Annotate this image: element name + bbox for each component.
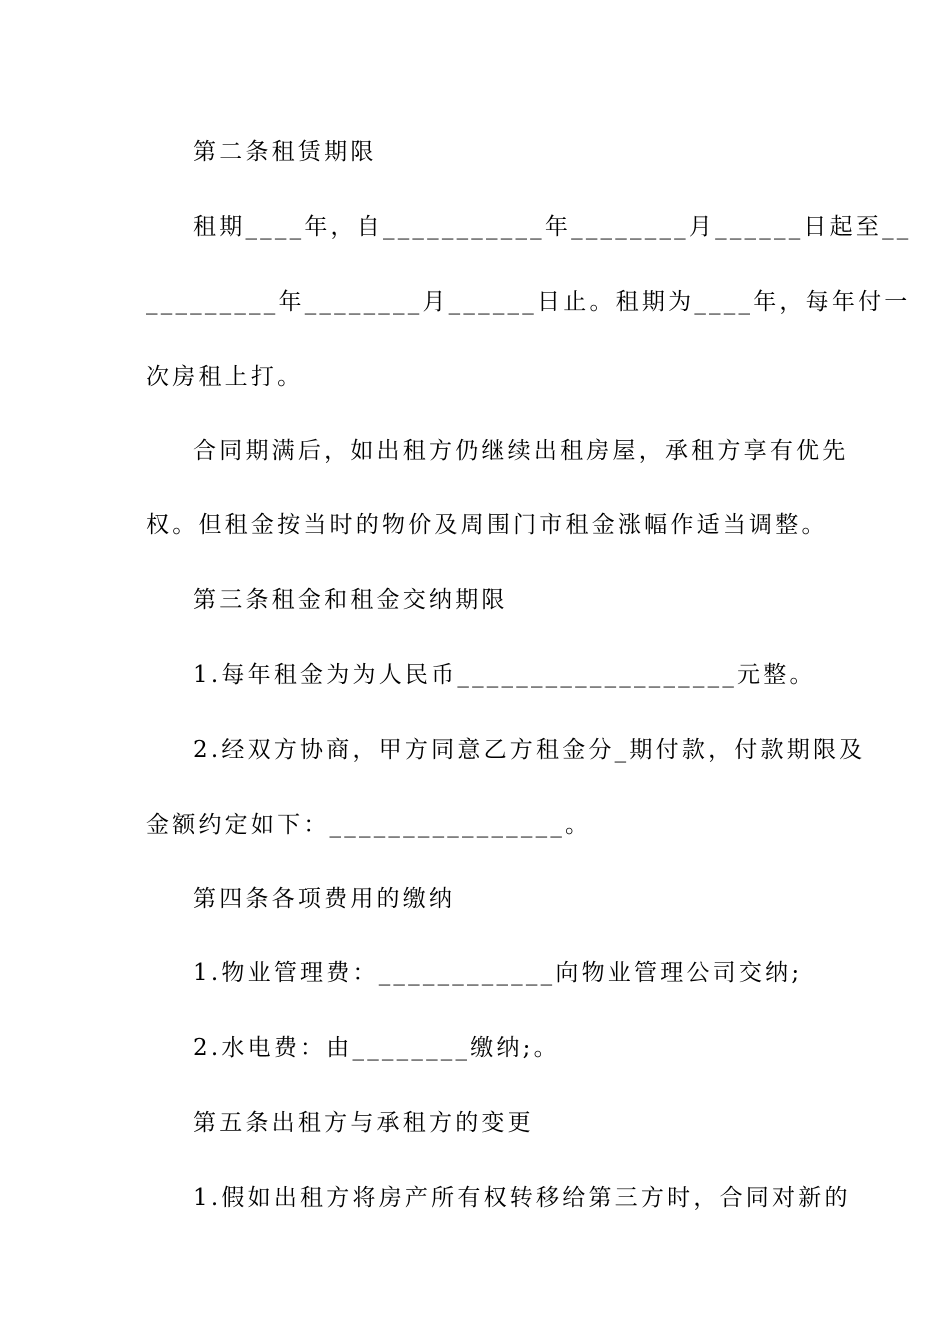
paragraph-line: _________年________月______日止。租期为____年，每年付一	[146, 289, 911, 315]
article-4-heading: 第四条各项费用的缴纳	[193, 886, 456, 912]
paragraph-line: 1.物业管理费：____________向物业管理公司交纳;	[193, 960, 803, 986]
paragraph-line: 1.每年租金为为人民币___________________元整。	[193, 662, 816, 688]
article-2-heading: 第二条租赁期限	[193, 139, 377, 165]
article-5-heading: 第五条出租方与承租方的变更	[193, 1110, 534, 1136]
paragraph-line: 权。但租金按当时的物价及周围门市租金涨幅作适当调整。	[146, 512, 828, 538]
paragraph-line: 金额约定如下：________________。	[146, 812, 592, 838]
paragraph-line: 次房租上打。	[146, 364, 304, 390]
paragraph-line: 合同期满后，如出租方仍继续出租房屋，承租方享有优先	[193, 438, 849, 464]
paragraph-line: 2.水电费：由________缴纳;。	[193, 1035, 560, 1061]
paragraph-line: 2.经双方协商，甲方同意乙方租金分_期付款，付款期限及	[193, 737, 866, 763]
paragraph-line: 1.假如出租方将房产所有权转移给第三方时，合同对新的	[193, 1185, 851, 1211]
article-3-heading: 第三条租金和租金交纳期限	[193, 587, 508, 613]
paragraph-line: 租期____年，自___________年________月______日起至__	[193, 214, 912, 240]
